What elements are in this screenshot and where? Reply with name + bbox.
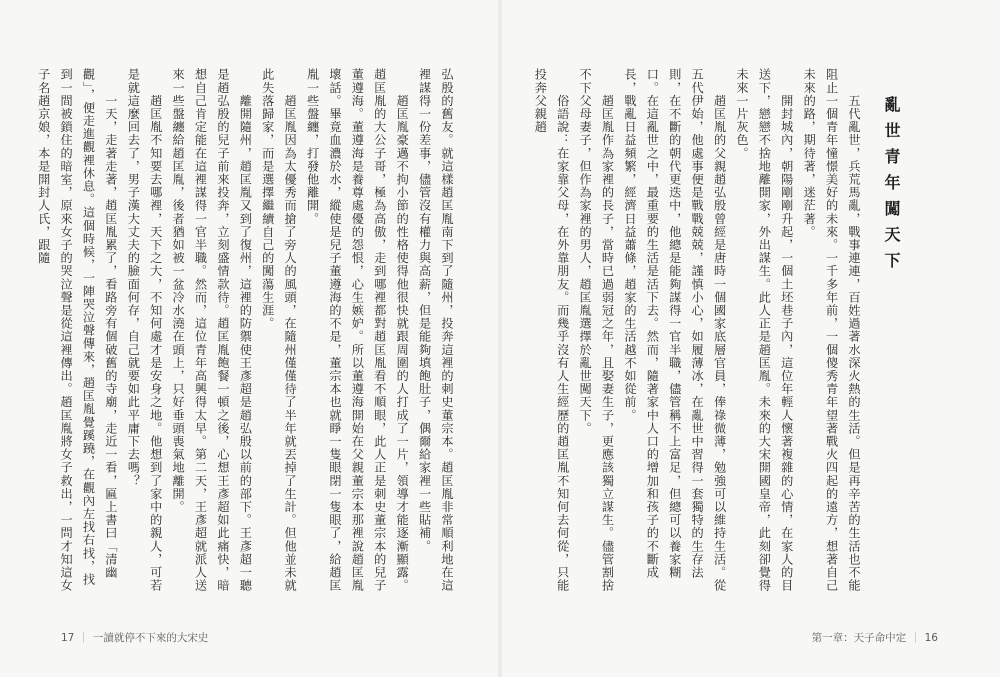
chapter-section-title: 亂世青年闖天下 <box>882 96 901 278</box>
page-gutter <box>497 0 503 677</box>
footer-separator: ｜ <box>78 632 89 644</box>
left-running-head: 一讀就停不下來的大宋史 <box>92 632 209 644</box>
right-running-head: 第一章：天子命中定 <box>811 632 907 644</box>
left-page-footer <box>61 630 208 645</box>
right-page-number: 16 <box>924 632 938 644</box>
left-page-number: 17 <box>61 632 75 644</box>
footer-separator: ｜ <box>910 632 921 644</box>
left-page-body-text: 弘殷的舊友。就這樣趙匡胤南下到了隨州，投奔這裡的刺史董宗本。趙匡胤非常順利地在這裡謀得一份差事，儘管沒有權力與高薪，但是能夠填飽肚子，偶爾給家裡一些貼補。 趙匡胤豪邁不拘小節的性格使得他很快就跟周圍的人打成了一片，領導才能逐漸顯露。趙匡胤的大公子哥，極為高傲，走到哪裡都對趙匡胤看不順眼，此人正是刺史董宗本的兒子董遵海。董遵海是養尊處優的怨恨，心生嫉妒。所以董遵海開始在父親董宗本那裡說趙匡胤壞話。畢竟血濃於水，縱使是兒子董遵海的不是，董宗本也就睜一隻眼閉一隻眼了，給趙匡胤一些盤纏，打發他離開。 趙匡胤因為太優秀而搶了旁人的風頭，在隨州僅僅待了半年就丟掉了生計。但他並未就此失落歸家，而是選擇繼續自己的闖蕩生涯。 離開隨州，趙匡胤又到了復州，這裡的防禦使王彥超是趙弘殷以前的部下。王彥超一聽是趙弘殷的兒子前來投奔，立刻盛情款待。趙匡胤飽餐一頓之後，心想王彥超如此痛快，暗想自己肯定能在這裡謀得一官半職。然而，這位青年高興得太早。第二天，王彥超就派人送來一些盤纏給趙匡胤，後者猶如被一盆冷水澆在頭上，只好垂頭喪氣地離開。 趙匡胤不知要去哪裡，天下之大，不知何處才是安身之地。他想到了家中的親人，可若是就這麼回去了，男子漢大丈夫的臉面何存，自己就要如此平庸下去嗎？ 一天，走著走著，趙匡胤累了，看路旁有個破舊的寺廟，走近一看，匾上書曰「清幽觀」，便走進觀裡休息。這個時候，一陣哭泣聲傳來，趙匡胤覺蹊蹺，在觀內左找右找，找到一間被鎖住的暗室，原來女子的哭泣聲是從這裡傳出。趙匡胤將女子救出，一問才知這女子名趙京娘，本是開封人氏，跟隨 <box>36 68 454 592</box>
right-page-body-text: 五代亂世，兵荒馬亂，戰事連連，百姓過著水深火熱的生活。但是再辛苦的生活也不能阻止一個青年憧憬美好的未來。一千多年前，一個傻秀青年望著戰火四起的遠方，想著自己未來的路，期待著，迷茫著。 開封城內，朝陽剛剛升起，一個土坯巷子內，這位年輕人懷著複雜的心情，在家人的目送下，戀戀不捨地離開家，外出謀生。此人正是趙匡胤。未來的大宋開國皇帝，此刻卻覺得未來一片灰色。 趙匡胤的父親趙弘殷曾經是唐時一個國家底層官員，俸祿微薄，勉強可以維持生活。從五代伊始，他處事便是戰戰兢兢，謹慎小心，如履薄冰，在亂世中習得一套獨特的生存法則，在不斷的朝代更迭中，他總是能夠謀得一官半職，儘管稱不上富足，但總可以養家糊口。在這亂世之中，最重要的生活是活下去。然而，隨著家中人口的增加和孩子的不斷成長，戰亂日益頻繁，經濟日益蕭條，趙家的生活越不如從前。 趙匡胤作為家裡的長子，當時已過弱冠之年，且娶妻生子，更應該獨立謀生。儘管割捨不下父母妻子，但作為家裡的男人，趙匡胤選擇於亂世闖天下。 俗語說：在家靠父母，在外靠朋友。而幾乎沒有人生經歷的趙匡胤不知何去何從，只能投奔父親趙 <box>533 68 861 592</box>
right-page-footer <box>812 630 938 645</box>
